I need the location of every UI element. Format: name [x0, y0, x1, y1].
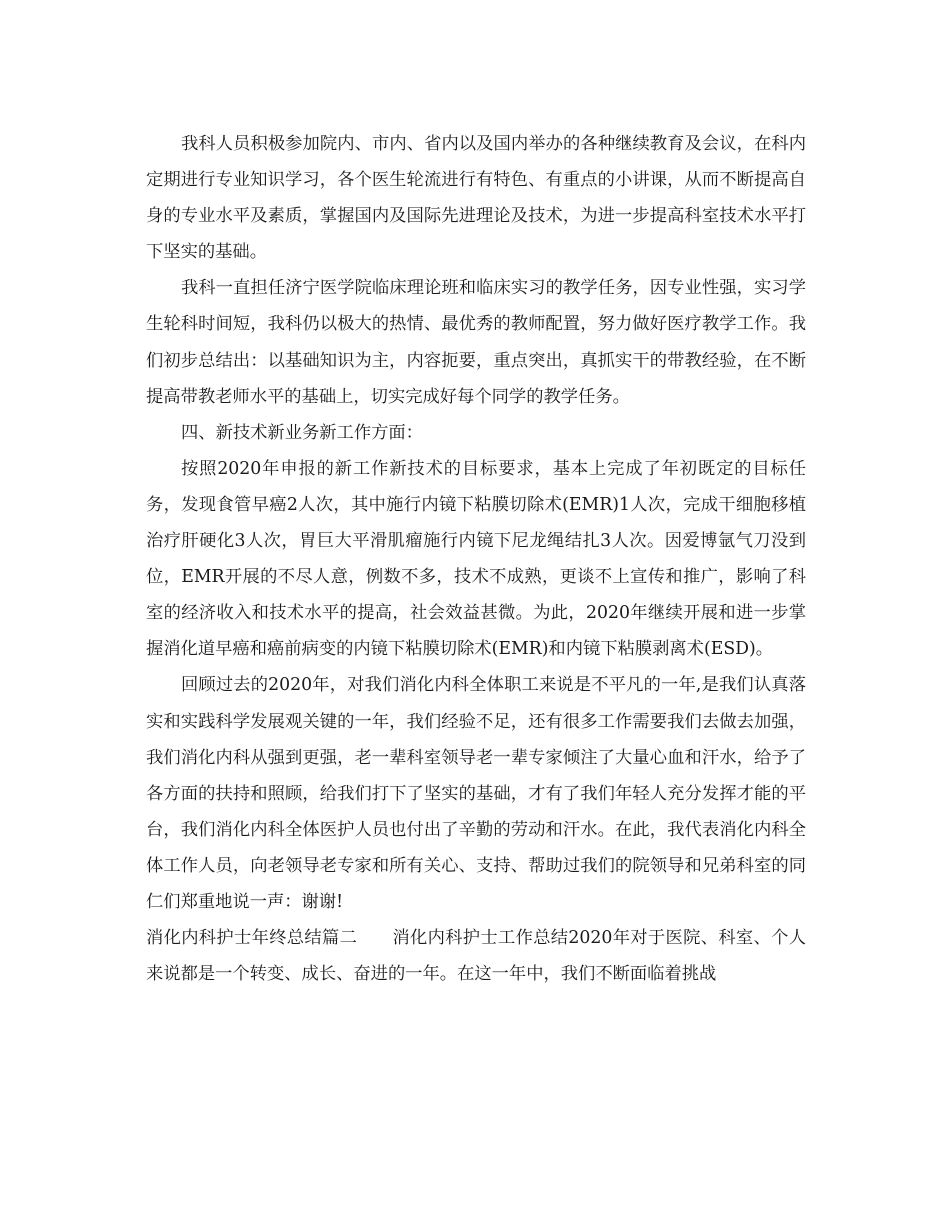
document-body — [146, 126, 806, 992]
section-heading-new-technology: 四、新技术新业务新工作方面： — [181, 422, 423, 443]
paragraph-continuing-education: 我科人员积极参加院内、市内、省内以及国内举办的各种继续教育及会议，在科内定期进行专业知识学习，各个医生轮流进行有特色、有重点的小讲课，从而不断提高自身的专业水平及素质，掌握国内及国际先进理论及技术，为进一步提高科室技术水平打下坚实的基础。 — [146, 134, 806, 263]
paragraph-new-technology: 按照2020年申报的新工作新技术的目标要求，基本上完成了年初既定的目标任务，发现食管早癌2人次，其中施行内镜下粘膜切除术(EMR)1人次，完成干细胞移植治疗肝硬化3人次，胃巨大平滑肌瘤施行内镜下尼龙绳结扎3人次。因爱博氩气刀没到位，EMR开展的不尽人意，例数不多，技术不成熟，更谈不上宣传和推广，影响了科室的经济收入和技术水平的提高，社会效益甚微。为此，2020年继续开展和进一步掌握消化道早癌和癌前病变的内镜下粘膜切除术(EMR)和内镜下粘膜剥离术(ESD)。 — [146, 458, 806, 660]
paragraph-review-2020: 回顾过去的2020年，对我们消化内科全体职工来说是不平凡的一年,是我们认真落实和实践科学发展观关键的一年，我们经验不足，还有很多工作需要我们去做去加强，我们消化内科从强到更强，老一辈科室领导老一辈专家倾注了大量心血和汗水，给予了各方面的扶持和照顾，给我们打下了坚实的基础，才有了我们年轻人充分发挥才能的平台，我们消化内科全体医护人员也付出了辛勤的劳动和汗水。在此，我代表消化内科全体工作人员，向老领导老专家和所有关心、支持、帮助过我们的院领导和兄弟科室的同仁们郑重地说一声：谢谢! — [146, 675, 806, 912]
paragraph-summary-part-two: 消化内科护士年终总结篇二 消化内科护士工作总结2020年对于医院、科室、个人来说都是一个转变、成长、奋进的一年。在这一年中，我们不断面临着挑战 — [146, 928, 806, 985]
paragraph-teaching-tasks: 我科一直担任济宁医学院临床理论班和临床实习的教学任务，因专业性强，实习学生轮科时间短，我科仍以极大的热情、最优秀的教师配置，努力做好医疗教学工作。我们初步总结出：以基础知识为主，内容扼要，重点突出，真抓实干的带教经验，在不断提高带教老师水平的基础上，切实完成好每个同学的教学任务。 — [146, 278, 806, 407]
